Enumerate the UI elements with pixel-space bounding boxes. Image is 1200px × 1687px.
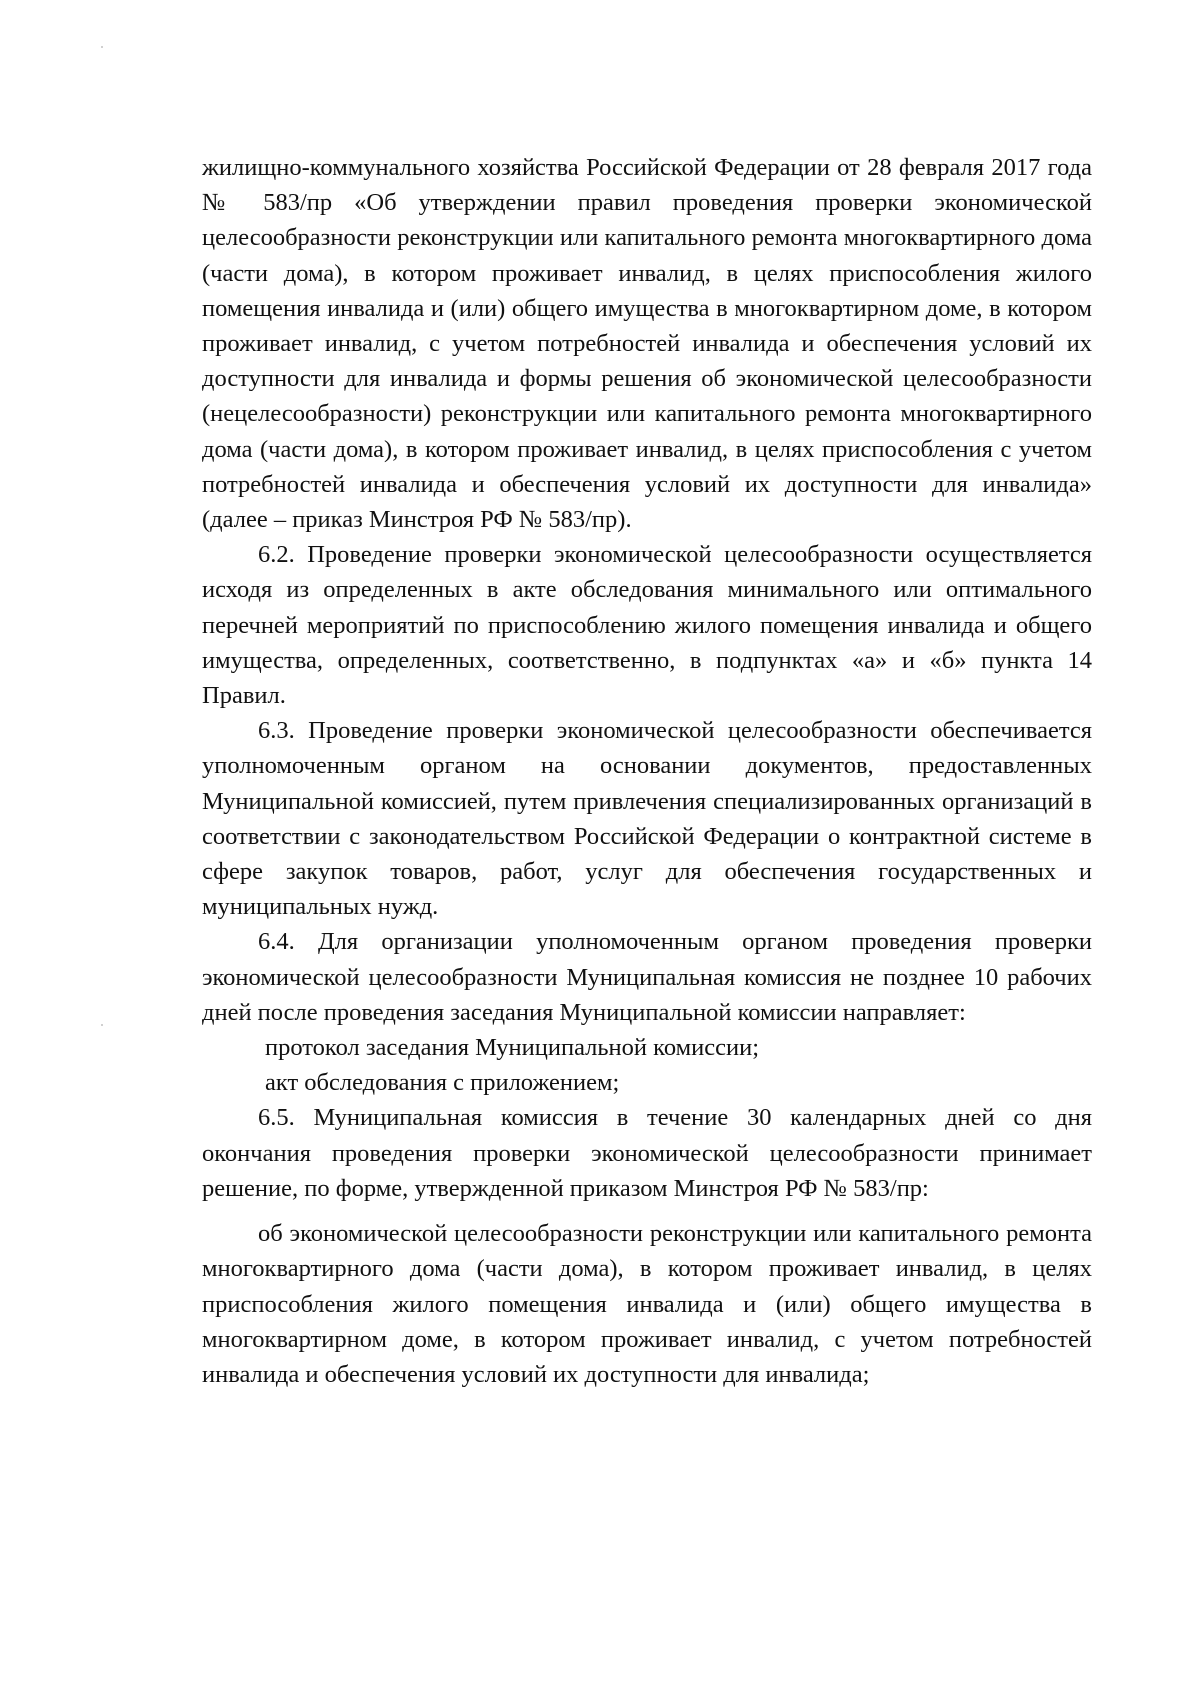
paragraph-6-3: 6.3. Проведение проверки экономической целесообразности обеспечивается уполномоченным органом на основании документов, предоставленных Муниципальной комиссией, путем привлечения специализированных организаций в соответствии с законодательством Российской Федерации о контрактной системе в сфере закупок товаров, работ, услуг для обеспечения государственных и муниципальных нужд. bbox=[202, 717, 1092, 921]
scan-mark bbox=[101, 1024, 103, 1026]
paragraph-6-4: 6.4. Для организации уполномоченным органом проведения проверки экономической целесообразности Муниципальная комиссия не позднее 10 рабочих дней после проведения заседания Муниципальной комиссии направляет: bbox=[202, 928, 1092, 1026]
paragraph-decision-feasibility: об экономической целесообразности реконструкции или капитального ремонта многоквартирного дома (части дома), в котором проживает инвалид, в целях приспособления жилого помещения инвалида и (или) общего имущества в многоквартирном доме, в котором проживает инвалид, с учетом потребностей инвалида и обеспечения условий их доступности для инвалида; bbox=[202, 1220, 1092, 1388]
list-item-survey-act: акт обследования с приложением; bbox=[265, 1069, 620, 1097]
paragraph-6-2: 6.2. Проведение проверки экономической целесообразности осуществляется исходя из определенных в акте обследования минимального или оптимального перечней мероприятий по приспособлению жилого помещения инвалида и общего имущества, определенных, соответственно, в подпунктах «а» и «б» пункта 14 Правил. bbox=[202, 541, 1092, 710]
paragraph-order-reference: жилищно-коммунального хозяйства Российской Федерации от 28 февраля 2017 года № 583/пр «Об утверждении правил проведения проверки экономической целесообразности реконструкции или капитального ремонта многоквартирного дома (части дома), в котором проживает инвалид, в целях приспособления жилого помещения инвалида и (или) общего имущества в многоквартирном доме, в котором проживает инвалид, с учетом потребностей инвалида и обеспечения условий их доступности для инвалида и формы решения об экономической целесообразности (нецелесообразности) реконструкции или капитального ремонта многоквартирного дома (части дома), в котором проживает инвалид, в целях приспособления с учетом потребностей инвалида и обеспечения условий их доступности для инвалида» (далее – приказ Минстроя РФ № 583/пр). bbox=[202, 154, 1092, 534]
list-item-protocol: протокол заседания Муниципальной комиссии; bbox=[265, 1034, 759, 1062]
scan-mark bbox=[101, 46, 103, 48]
paragraph-6-5: 6.5. Муниципальная комиссия в течение 30 календарных дней со дня окончания проведения проверки экономической целесообразности принимает решение, по форме, утвержденной приказом Минстроя РФ № 583/пр: bbox=[202, 1104, 1092, 1202]
document-body bbox=[202, 150, 1092, 1392]
